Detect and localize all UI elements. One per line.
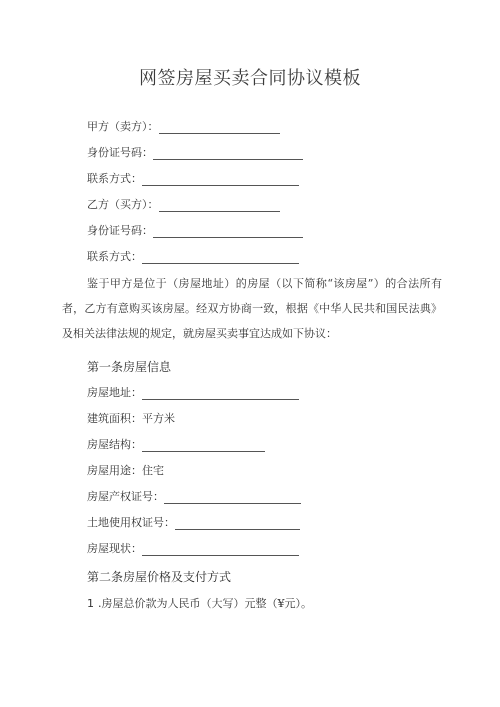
house-status-row (87, 542, 299, 556)
house-address-field[interactable] (142, 387, 299, 400)
article-1-heading: 第一条房屋信息 (87, 360, 172, 374)
building-area-label: 建筑面积：平方米 (87, 412, 175, 425)
party-a-name-label: 甲方（卖方）： (87, 120, 159, 133)
house-status-label: 房屋现状： (87, 542, 142, 555)
building-area-row (87, 412, 175, 426)
property-cert-row (87, 490, 301, 504)
party-a-contact-label: 联系方式： (87, 172, 142, 185)
party-a-contact-row (87, 172, 299, 186)
party-b-contact-field[interactable] (142, 251, 299, 264)
party-b-id-row (87, 224, 303, 238)
party-a-contact-field[interactable] (142, 173, 299, 186)
house-structure-field[interactable] (142, 439, 265, 452)
house-status-field[interactable] (142, 543, 299, 556)
house-structure-label: 房屋结构： (87, 438, 142, 451)
party-a-id-label: 身份证号码： (87, 146, 153, 159)
article-2-item-1 (87, 597, 312, 611)
party-a-name-row (87, 120, 280, 134)
land-cert-field[interactable] (175, 517, 300, 530)
house-structure-row (87, 438, 265, 452)
party-b-name-label: 乙方（买方）： (87, 198, 159, 211)
house-address-label: 房屋地址： (87, 386, 142, 399)
party-b-name-row (87, 198, 280, 212)
party-a-id-row (87, 146, 303, 160)
house-usage-row (87, 464, 164, 478)
house-address-row (87, 386, 299, 400)
party-b-id-field[interactable] (153, 225, 303, 238)
item-number: 1 (87, 597, 94, 610)
party-a-id-field[interactable] (153, 147, 303, 160)
property-cert-label: 房屋产权证号： (87, 490, 164, 503)
property-cert-field[interactable] (164, 491, 301, 504)
house-usage-label: 房屋用途：住宅 (87, 464, 164, 477)
party-b-id-label: 身份证号码： (87, 224, 153, 237)
party-b-contact-row (87, 250, 299, 264)
party-b-contact-label: 联系方式： (87, 250, 142, 263)
item-text: .房屋总价款为人民币（大写）元整（¥元）。 (98, 597, 312, 610)
party-b-name-field[interactable] (159, 199, 280, 212)
land-cert-label: 土地使用权证号： (87, 516, 175, 529)
land-cert-row (87, 516, 300, 530)
party-a-name-field[interactable] (159, 121, 280, 134)
preamble-paragraph: 鉴于甲方是位于（房屋地址）的房屋（以下简称“该房屋”）的合法所有者，乙方有意购买该房屋。经双方协商一致，根据《中华人民共和国民法典》及相关法律法规的规定，就房屋买卖事宜达成如下协议： (62, 277, 442, 340)
document-title: 网签房屋买卖合同协议模板 (139, 68, 361, 89)
article-2-heading: 第二条房屋价格及支付方式 (87, 570, 232, 584)
